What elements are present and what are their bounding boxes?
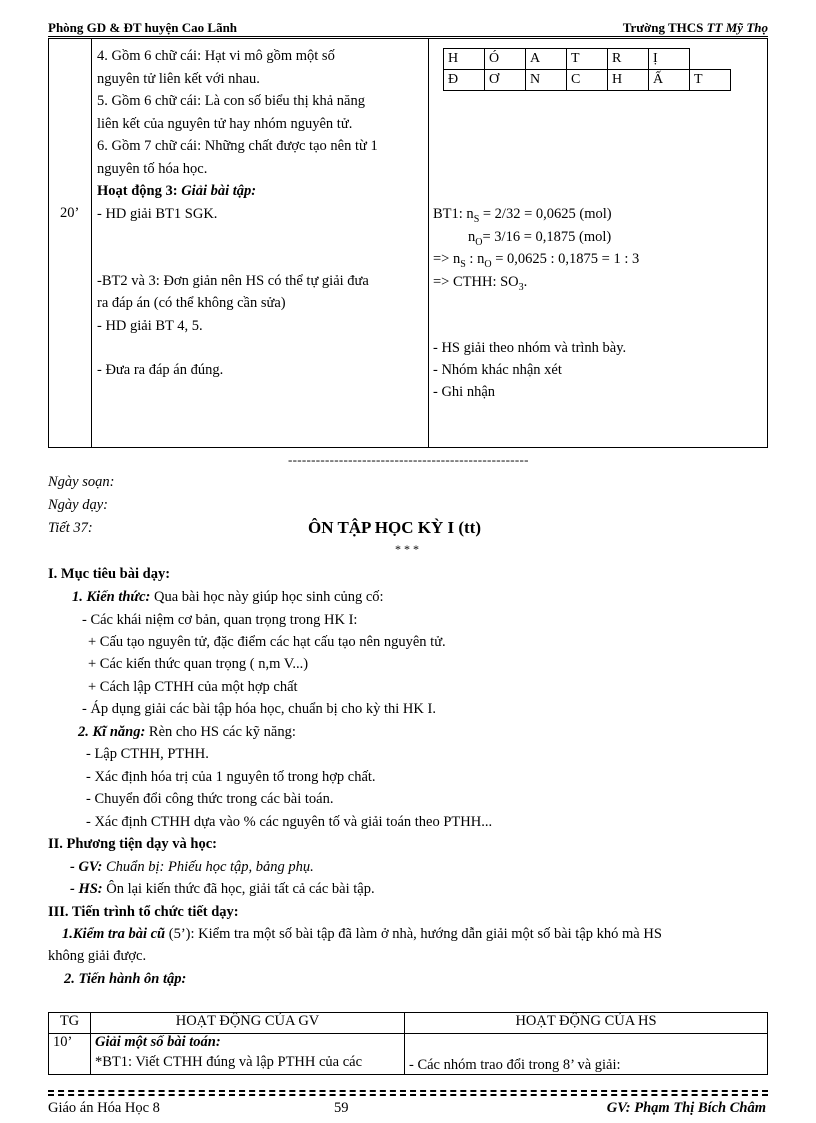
ngay-soan: Ngày soạn: <box>48 474 115 490</box>
col-header-gv: HOẠT ĐỘNG CỦA GV <box>91 1013 405 1034</box>
section-3-heading: III. Tiến trình tổ chức tiết dạy: <box>48 904 239 920</box>
crossword-cell: Đ <box>444 70 485 91</box>
gv-task-line: *BT1: Viết CTHH đúng và lập PTHH của các <box>95 1054 363 1070</box>
crossword-cell: C <box>567 70 608 91</box>
crossword-cell: Ấ <box>649 70 690 91</box>
crossword-empty <box>690 49 731 70</box>
formula-prefix: => CTHH: SO <box>433 274 519 290</box>
row-time: 10’ <box>49 1034 91 1075</box>
crossword-cell: H <box>444 49 485 70</box>
gv-bt45: - HD giải BT 4, 5. <box>97 318 203 334</box>
hs-task-line: - Các nhóm trao đổi trong 8’ và giải: <box>409 1057 621 1073</box>
crossword-cell: R <box>608 49 649 70</box>
time-label: 20’ <box>60 205 80 221</box>
header-school-name: TT Mỹ Thọ <box>706 20 768 35</box>
tiet: Tiết 37: <box>48 520 93 536</box>
col-header-hs: HOẠT ĐỘNG CỦA HS <box>405 1013 768 1034</box>
crossword-cell: A <box>526 49 567 70</box>
ratio-value: = 0,0625 : 0,1875 = 1 : 3 <box>491 251 640 267</box>
gv-line-6: nguyên tố hóa học. <box>97 161 208 177</box>
footer-left <box>48 1100 160 1117</box>
hs-text: Ôn lại kiến thức đã học, giải tất cả các bài tập. <box>102 881 375 897</box>
crossword-cell: Ó <box>485 49 526 70</box>
footer-page: 59 <box>334 1100 349 1116</box>
sub-3: 3 <box>518 281 524 293</box>
gv-answer: - Đưa ra đáp án đúng. <box>97 362 224 378</box>
crossword-grid <box>443 48 731 91</box>
ratio-mid: : n <box>465 251 485 267</box>
sub-o: O <box>484 258 492 270</box>
crossword-cell: T <box>567 49 608 70</box>
gv-line-5: 6. Gồm 7 chữ cái: Những chất được tạo nên từ 1 <box>97 138 378 154</box>
crossword-cell: N <box>526 70 567 91</box>
footer-rule-2 <box>48 1094 768 1096</box>
hs-line-2: - Nhóm khác nhận xét <box>433 362 562 378</box>
ktbc-line-2: không giải được. <box>48 948 147 964</box>
gv-bt1: - HD giải BT1 SGK. <box>97 206 218 222</box>
activity-prefix: Hoạt động 3: <box>97 183 182 199</box>
table-header-row <box>49 1013 768 1034</box>
gv-line-3: 5. Gồm 6 chữ cái: Là con số biểu thị khả năng <box>97 93 365 109</box>
hs-bt1-line1 <box>433 206 612 225</box>
gv-line-1: 4. Gồm 6 chữ cái: Hạt vi mô gồm một số <box>97 48 335 64</box>
footer-rule <box>48 1090 768 1092</box>
crossword-cell: Ị <box>649 49 690 70</box>
gv-task-title: Giải một số bài toán: <box>95 1034 221 1050</box>
sub-s: S <box>460 258 466 270</box>
tienhanh-heading: 2. Tiến hành ôn tập: <box>64 971 187 987</box>
crossword-cell: Ơ <box>485 70 526 91</box>
gv-line-4: liên kết của nguyên tử hay nhóm nguyên tử. <box>97 116 353 132</box>
crossword-row-2 <box>444 70 731 91</box>
footer-course: Giáo án Hóa Học 8 <box>48 1100 160 1116</box>
section-2-heading: II. Phương tiện dạy và học: <box>48 836 218 852</box>
page-title: ÔN TẬP HỌC KỲ I (tt) <box>308 518 481 537</box>
separator: ---------------------------------------------------- <box>288 452 529 467</box>
gv-label: - GV: <box>70 859 103 875</box>
crossword-cell: H <box>608 70 649 91</box>
activity-title: Giải bài tập: <box>181 183 257 199</box>
no-symbol: n <box>468 229 476 245</box>
hs-line-1: - HS giải theo nhóm và trình bày. <box>433 340 627 356</box>
kienthuc-item-1: - Các khái niệm cơ bản, quan trọng trong HK I: <box>82 612 358 628</box>
sub-o: O <box>475 236 483 248</box>
kynang-heading <box>78 724 296 741</box>
row-hs <box>405 1034 768 1075</box>
kienthuc-item-5: - Áp dụng giải các bài tập hóa học, chuẩn bị cho kỳ thi HK I. <box>82 701 436 717</box>
hs-bt1-line4: => CTHH: $SO_3$. <box>433 274 528 293</box>
ktbc-label: 1.Kiểm tra bài cũ <box>62 926 166 942</box>
sub-s: S <box>473 213 480 225</box>
hs-prep <box>70 881 375 898</box>
gv-bt23-2: ra đáp án (có thể không cần sửa) <box>97 295 286 311</box>
kienthuc-item-2: + Cấu tạo nguyên tử, đặc điểm các hạt cấu tạo nên nguyên tử. <box>88 634 446 650</box>
kynang-item-2: - Xác định hóa trị của 1 nguyên tố trong hợp chất. <box>86 769 376 785</box>
row-gv <box>91 1034 405 1075</box>
time-cell <box>49 39 92 448</box>
kynang-item-1: - Lập CTHH, PTHH. <box>86 746 209 762</box>
kynang-label: 2. Kĩ năng: <box>78 724 146 740</box>
bt1-prefix: BT1: n <box>433 206 474 222</box>
ktbc-line <box>62 926 662 943</box>
ktbc-text: (5’): Kiểm tra một số bài tập đã làm ở nhà, hướng dẫn giải một số bài tập khó mà HS <box>165 926 662 942</box>
title-stars: * * * <box>395 542 419 556</box>
activity-table-bottom <box>48 1012 768 1075</box>
table-row <box>49 1034 768 1075</box>
header-left: Phòng GD & ĐT huyện Cao Lãnh <box>48 20 238 35</box>
header-school-prefix: Trường THCS <box>622 20 707 35</box>
hs-line-3: - Ghi nhận <box>433 384 496 400</box>
kienthuc-heading <box>72 589 384 606</box>
kienthuc-item-3: + Các kiến thức quan trọng ( n,m V...) <box>88 656 309 672</box>
kienthuc-text: Qua bài học này giúp học sinh củng cố: <box>150 589 384 605</box>
ngay-day: Ngày dạy: <box>48 497 108 513</box>
kynang-item-4: - Xác định CTHH dựa vào % các nguyên tố và giải toán theo PTHH... <box>86 814 493 830</box>
kynang-item-3: - Chuyển đổi công thức trong các bài toán. <box>86 791 334 807</box>
ratio-prefix: => n <box>433 251 461 267</box>
gv-text: Chuẩn bị: Phiếu học tập, bảng phụ. <box>102 859 314 875</box>
hs-bt1-line2 <box>468 229 611 248</box>
crossword-cell: T <box>690 70 731 91</box>
hs-label: - HS: <box>70 881 103 897</box>
activity-heading <box>97 183 256 200</box>
gv-prep <box>70 859 314 876</box>
no-value: = 3/16 = 0,1875 (mol) <box>482 229 612 245</box>
col-header-tg: TG <box>49 1013 91 1034</box>
kienthuc-item-4: + Cách lập CTHH của một hợp chất <box>88 679 298 695</box>
crossword-row-1 <box>444 49 731 70</box>
kynang-text: Rèn cho HS các kỹ năng: <box>145 724 296 740</box>
footer-right: GV: Phạm Thị Bích Châm <box>606 1100 766 1116</box>
section-1-heading: I. Mục tiêu bài dạy: <box>48 566 171 582</box>
gv-line-2: nguyên tử liên kết với nhau. <box>97 71 260 87</box>
hs-bt1-line3 <box>433 251 639 270</box>
bt1-value: = 2/32 = 0,0625 (mol) <box>479 206 612 222</box>
header-right <box>623 20 768 36</box>
kienthuc-label: 1. Kiến thức: <box>72 589 151 605</box>
gv-bt23-1: -BT2 và 3: Đơn giản nên HS có thể tự giải đưa <box>97 273 369 289</box>
